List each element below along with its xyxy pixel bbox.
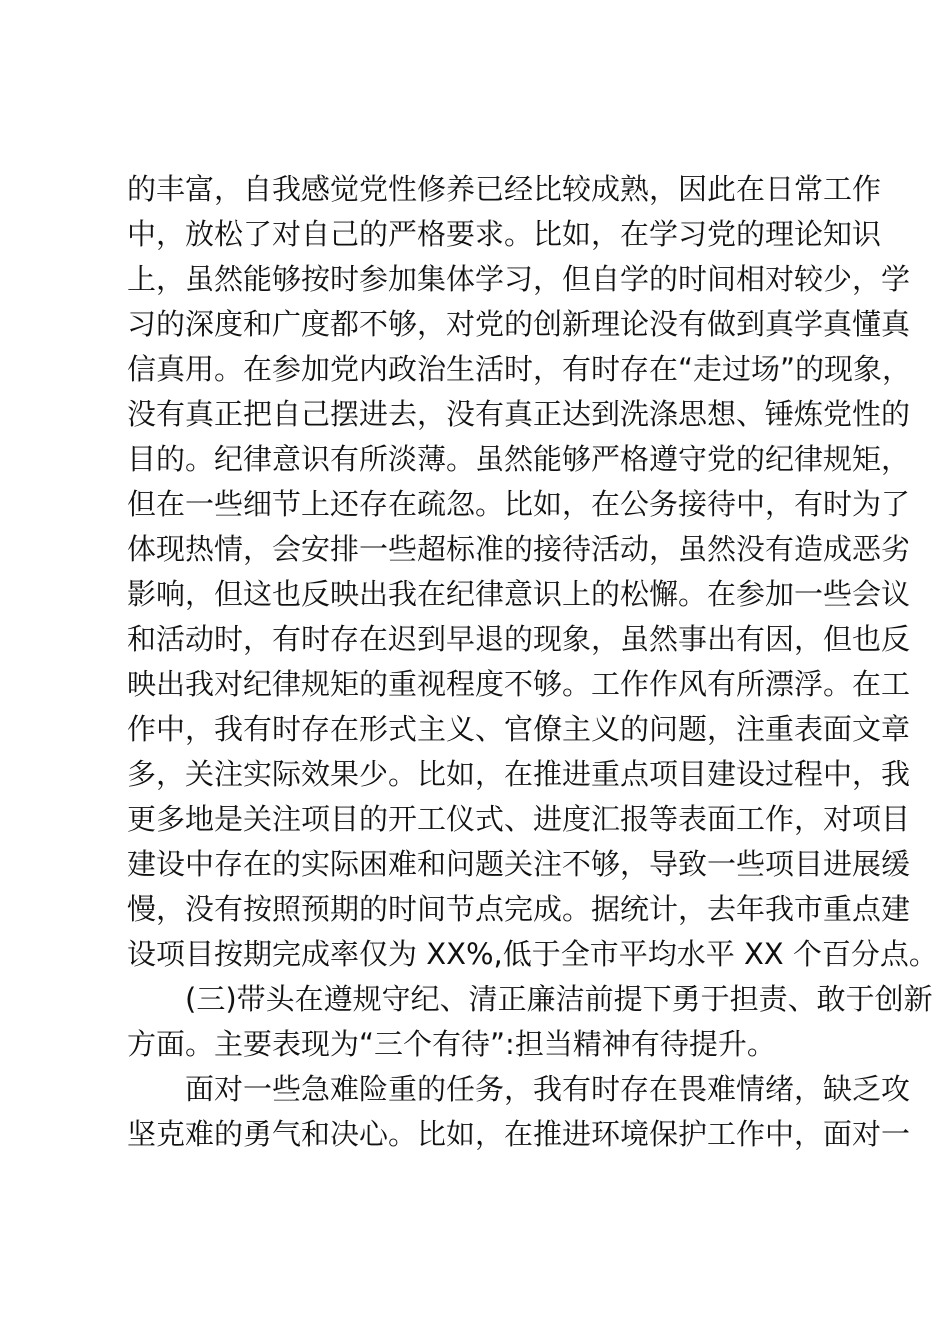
- body-line-2: 中，放松了对自己的严格要求。比如，在学习党的理论知识: [127, 217, 882, 251]
- section-heading-line-1: (三)带头在遵规守纪、清正廉洁前提下勇于担责、敢于创新: [185, 982, 933, 1016]
- body-line-11: 和活动时，有时存在迟到早退的现象，虽然事出有因，但也反: [127, 622, 911, 656]
- body-line-5: 信真用。在参加党内政治生活时，有时存在“走过场”的现象，: [127, 352, 912, 386]
- body-line-14: 多，关注实际效果少。比如，在推进重点项目建设过程中，我: [127, 757, 911, 791]
- paragraph-line-2: 坚克难的勇气和决心。比如，在推进环境保护工作中，面对一: [127, 1117, 911, 1151]
- paragraph-line-1: 面对一些急难险重的任务，我有时存在畏难情绪，缺乏攻: [185, 1072, 911, 1106]
- body-line-1: 的丰富，自我感觉党性修养已经比较成熟，因此在日常工作: [127, 172, 882, 206]
- body-line-13: 作中，我有时存在形式主义、官僚主义的问题，注重表面文章: [127, 712, 911, 746]
- body-line-18: 设项目按期完成率仅为 XX%,低于全市平均水平 XX 个百分点。: [127, 937, 938, 971]
- body-line-4: 习的深度和广度都不够，对党的创新理论没有做到真学真懂真: [127, 307, 911, 341]
- body-line-8: 但在一些细节上还存在疏忽。比如，在公务接待中，有时为了: [127, 487, 911, 521]
- body-line-17: 慢，没有按照预期的时间节点完成。据统计，去年我市重点建: [127, 892, 911, 926]
- body-line-6: 没有真正把自己摆进去，没有真正达到洗涤思想、锤炼党性的: [127, 397, 911, 431]
- section-heading-line-2: 方面。主要表现为“三个有待”:担当精神有待提升。: [127, 1027, 776, 1061]
- body-line-10: 影响，但这也反映出我在纪律意识上的松懈。在参加一些会议: [127, 577, 911, 611]
- body-line-9: 体现热情，会安排一些超标准的接待活动，虽然没有造成恶劣: [127, 532, 911, 566]
- body-line-15: 更多地是关注项目的开工仪式、进度汇报等表面工作，对项目: [127, 802, 911, 836]
- body-line-7: 目的。纪律意识有所淡薄。虽然能够严格遵守党的纪律规矩，: [127, 442, 911, 476]
- body-line-3: 上，虽然能够按时参加集体学习，但自学的时间相对较少，学: [127, 262, 911, 296]
- body-line-16: 建设中存在的实际困难和问题关注不够，导致一些项目进展缓: [127, 847, 911, 881]
- body-line-12: 映出我对纪律规矩的重视程度不够。工作作风有所漂浮。在工: [127, 667, 911, 701]
